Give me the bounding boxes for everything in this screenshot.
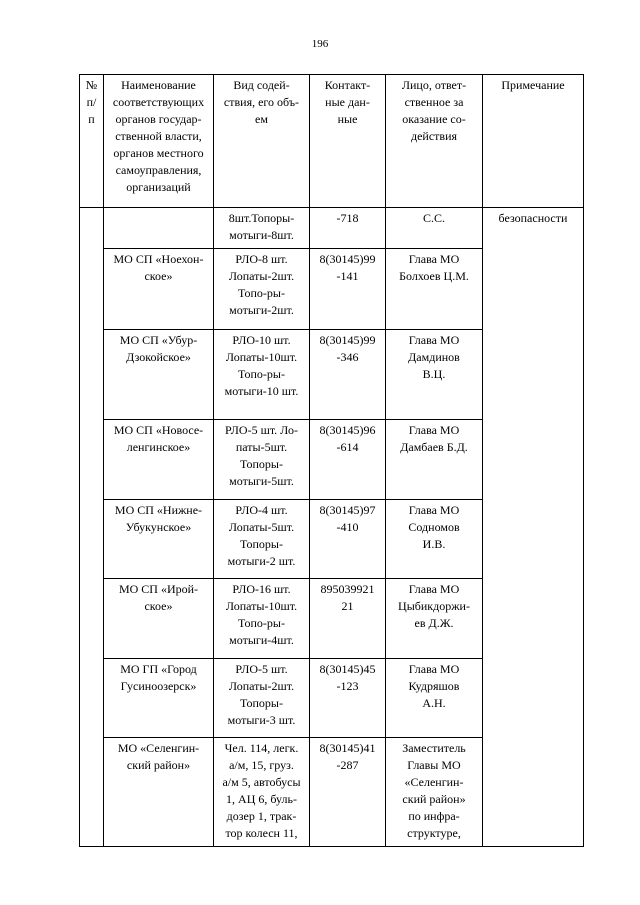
cell-organization bbox=[104, 208, 214, 249]
cell-aid: РЛО-5 шт. Лопаты-2шт. Топоры- мотыги-3 шт. bbox=[214, 659, 310, 738]
cell-contact: 8(30145)99 -141 bbox=[310, 249, 386, 330]
cell-organization: МО ГП «Город Гусиноозерск» bbox=[104, 659, 214, 738]
header-organization: Наименование соответствующих органов государ- ственной власти, органов местного самоуправления, организаций bbox=[104, 75, 214, 208]
header-aid-type: Вид содей- ствия, его объ- ем bbox=[214, 75, 310, 208]
cell-note: безопасности bbox=[483, 208, 584, 847]
cell-person: Глава МО Цыбикдоржи- ев Д.Ж. bbox=[386, 579, 483, 659]
header-contact: Контакт- ные дан- ные bbox=[310, 75, 386, 208]
cell-person: Глава МО Кудряшов А.Н. bbox=[386, 659, 483, 738]
cell-aid: РЛО-10 шт. Лопаты-10шт. Топо-ры- мотыги-10 шт. bbox=[214, 330, 310, 420]
header-number: № п/ п bbox=[80, 75, 104, 208]
cell-organization: МО СП «Убур- Дзокойское» bbox=[104, 330, 214, 420]
cell-person: Глава МО Дамдинов В.Ц. bbox=[386, 330, 483, 420]
cell-aid: РЛО-4 шт. Лопаты-5шт. Топоры- мотыги-2 шт. bbox=[214, 500, 310, 579]
cell-contact: 8(30145)45 -123 bbox=[310, 659, 386, 738]
cell-aid: РЛО-8 шт. Лопаты-2шт. Топо-ры- мотыги-2шт. bbox=[214, 249, 310, 330]
aid-table bbox=[79, 74, 584, 847]
cell-aid: РЛО-16 шт. Лопаты-10шт. Топо-ры- мотыги-4шт. bbox=[214, 579, 310, 659]
cell-contact: 8(30145)97 -410 bbox=[310, 500, 386, 579]
cell-aid: 8шт.Топоры- мотыги-8шт. bbox=[214, 208, 310, 249]
cell-contact: 8(30145)96 -614 bbox=[310, 420, 386, 500]
cell-contact: 8(30145)41 -287 bbox=[310, 738, 386, 847]
cell-person: Глава МО Содномов И.В. bbox=[386, 500, 483, 579]
cell-person: Глава МО Дамбаев Б.Д. bbox=[386, 420, 483, 500]
cell-aid: Чел. 114, легк. а/м, 15, груз. а/м 5, автобусы 1, АЦ 6, буль- дозер 1, трак- тор колесн 11, bbox=[214, 738, 310, 847]
cell-contact: 895039921 21 bbox=[310, 579, 386, 659]
cell-organization: МО СП «Новосе- ленгинское» bbox=[104, 420, 214, 500]
cell-number bbox=[80, 208, 104, 847]
header-note: Примечание bbox=[483, 75, 584, 208]
header-responsible-person: Лицо, ответ- ственное за оказание со- действия bbox=[386, 75, 483, 208]
cell-contact: 8(30145)99 -346 bbox=[310, 330, 386, 420]
table-header-row bbox=[80, 75, 584, 208]
cell-organization: МО «Селенгин- ский район» bbox=[104, 738, 214, 847]
cell-organization: МО СП «Нижне- Убукунское» bbox=[104, 500, 214, 579]
cell-aid: РЛО-5 шт. Ло- паты-5шт. Топоры- мотыги-5шт. bbox=[214, 420, 310, 500]
cell-organization: МО СП «Ирой- ское» bbox=[104, 579, 214, 659]
cell-organization: МО СП «Ноехон- ское» bbox=[104, 249, 214, 330]
cell-person: Заместитель Главы МО «Селенгин- ский район» по инфра- структуре, bbox=[386, 738, 483, 847]
cell-person: С.С. bbox=[386, 208, 483, 249]
table-row bbox=[80, 208, 584, 249]
page-number: 196 bbox=[311, 38, 329, 50]
cell-person: Глава МО Болхоев Ц.М. bbox=[386, 249, 483, 330]
cell-contact: -718 bbox=[310, 208, 386, 249]
